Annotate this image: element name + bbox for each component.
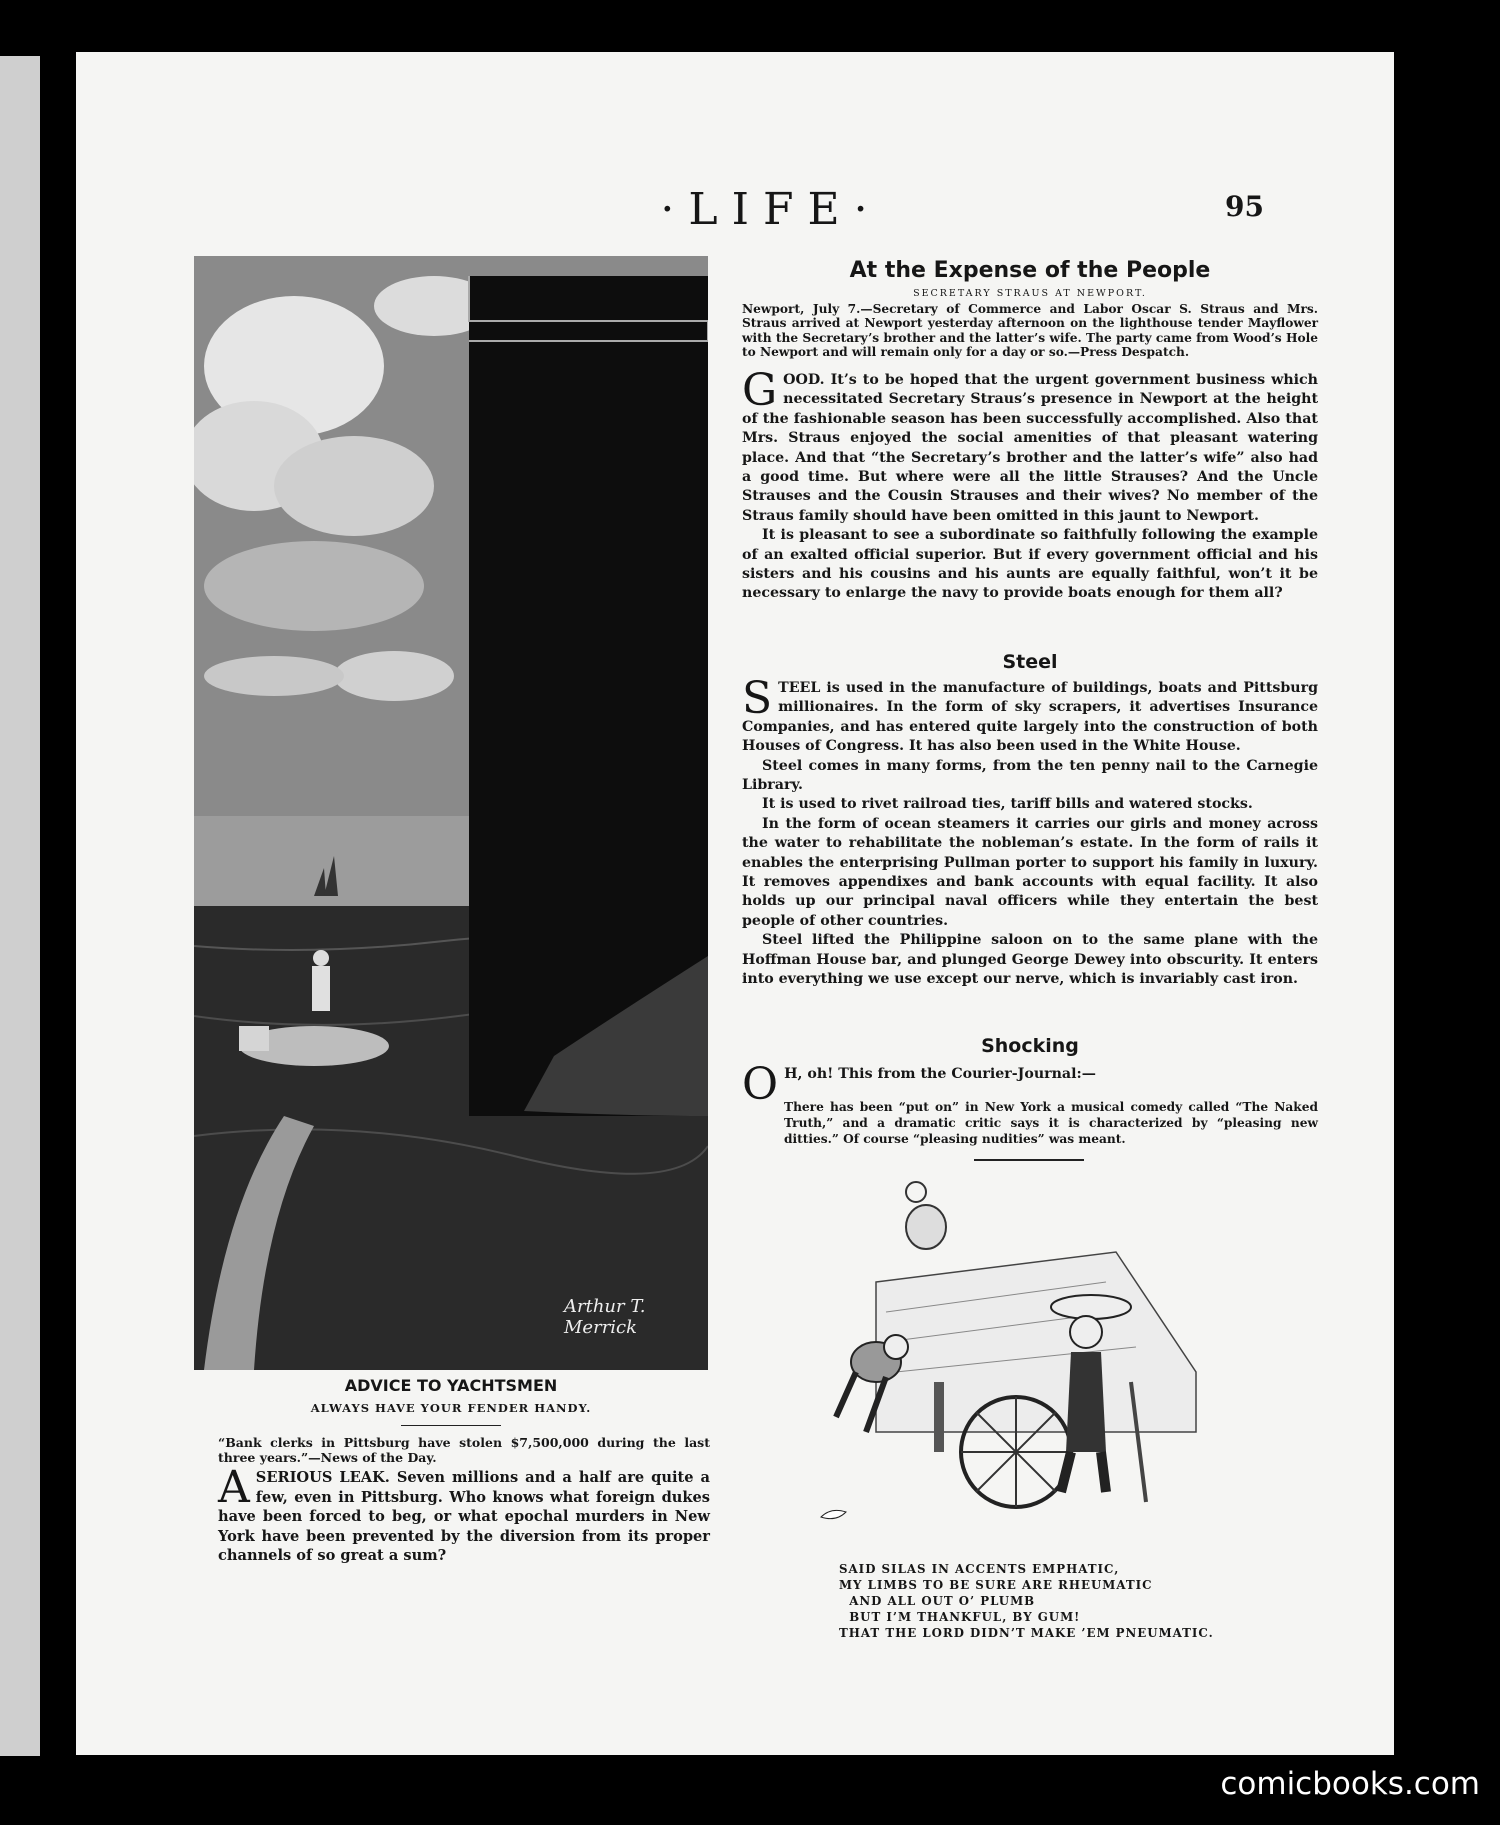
expense-paragraph: It is pleasant to see a subordinate so faithfully following the example of an exalted official superior. But if every government official and his sisters and his cousins and his aunts are equally faithful, won’t it be necessary to enlarge the navy to provide boats enough for them all? xyxy=(742,527,1318,602)
verse-line: MY LIMBS TO BE SURE ARE RHEUMATIC xyxy=(839,1578,1153,1592)
magazine-page xyxy=(76,52,1394,1755)
drop-cap: G xyxy=(742,365,778,416)
page-number: 95 xyxy=(1225,190,1264,223)
facing-page-sliver xyxy=(0,56,40,1756)
article-title-shocking: Shocking xyxy=(981,1035,1079,1057)
yacht-illustration xyxy=(194,256,708,1370)
shocking-intro xyxy=(742,1059,1318,1110)
steel-paragraph: It is used to rivet railroad ties, tariff bills and watered stocks. xyxy=(762,796,1253,813)
expense-paragraph-text: OOD. It’s to be hoped that the urgent government business which necessitated Secretary Straus’s presence in Newport at the height of the fashionable season has been successfully accomplished. Also that Mrs. Straus enjoyed the social amenities of that pleasant watering place. And that “the Secretary’s brother and the latter’s wife” also had a good time. But where were all the little Strauses? And the Uncle Strauses and the Cousin Strauses and their wives? No member of the Straus family should have been omitted in this jaunt to Newport. xyxy=(742,372,1318,524)
steel-paragraph: In the form of ocean steamers it carries our girls and money across the water to rehabilitate the nobleman’s estate. In the form of rails it enables the enterprising Pullman porter to support his family in luxury. It removes appendixes and bank accounts with equal facility. It also holds up our principal naval officers while they entertain the best people of other countries. xyxy=(742,815,1318,929)
verse-line: AND ALL OUT O’ PLUMB xyxy=(839,1594,1036,1608)
article-title-steel: Steel xyxy=(1002,651,1058,673)
verse-line: SAID SILAS IN ACCENTS EMPHATIC, xyxy=(839,1562,1120,1576)
drop-cap: A xyxy=(218,1462,250,1513)
steel-body xyxy=(742,673,1318,990)
expense-paragraph xyxy=(742,365,1318,526)
news-quote: “Bank clerks in Pittsburg have stolen $7,500,000 during the last three years.”—News of the Day. xyxy=(218,1435,710,1465)
artist-signature: Arthur T. Merrick xyxy=(564,1296,646,1338)
verse-line: THAT THE LORD DIDN’T MAKE ’EM PNEUMATIC. xyxy=(839,1626,1214,1640)
shocking-intro-text: H, oh! This from the Courier-Journal:— xyxy=(784,1066,1096,1082)
drop-cap: S xyxy=(742,673,773,724)
shocking-quote: There has been “put on” in New York a musical comedy called “The Naked Truth,” and a dramatic critic says it is characterized by “pleasing new ditties.” Of course “pleasing nudities” was meant. xyxy=(784,1100,1318,1146)
rheumatic-cartoon xyxy=(816,1172,1236,1542)
steel-paragraph-text: TEEL is used in the manufacture of buildings, boats and Pittsburg millionaires. In the form of sky scrapers, it advertises Insurance Companies, and has entered quite largely into the construction of both Houses of Congress. It has also been used in the White House. xyxy=(742,680,1318,755)
press-dispatch: Newport, July 7.—Secretary of Commerce and Labor Oscar S. Straus and Mrs. Straus arrived at Newport yesterday afternoon on the lighthouse tender Mayflower with the Secretary’s brother and the latter’s wife. The party came from Wood’s Hole to Newport and will remain only for a day or so.—Press Despatch. xyxy=(742,302,1318,359)
caption-divider xyxy=(401,1425,501,1426)
masthead: ·LIFE· xyxy=(660,184,882,235)
article-title-expense: At the Expense of the People xyxy=(849,258,1211,283)
caption-subtitle: ALWAYS HAVE YOUR FENDER HANDY. xyxy=(310,1401,592,1415)
steel-paragraph xyxy=(742,673,1318,757)
cartoon-verse xyxy=(839,1561,1259,1641)
watermark: comicbooks.com xyxy=(1220,1766,1480,1802)
steel-paragraph: Steel lifted the Philippine saloon on to the same plane with the Hoffman House bar, and plunged George Dewey into obscurity. It enters into everything we use except our nerve, which is invariably cast iron. xyxy=(742,932,1318,988)
drop-cap: O xyxy=(742,1059,779,1110)
expense-body xyxy=(742,365,1318,604)
rheumatic-cartoon-art xyxy=(816,1172,1236,1542)
serious-leak-paragraph xyxy=(218,1462,710,1566)
yacht-illustration-art xyxy=(194,256,708,1370)
steel-paragraph: Steel comes in many forms, from the ten penny nail to the Carnegie Library. xyxy=(742,757,1318,794)
verse-line: BUT I’M THANKFUL, BY GUM! xyxy=(839,1610,1081,1624)
caption-title: ADVICE TO YACHTSMEN xyxy=(344,1376,558,1395)
serious-leak-text: SERIOUS LEAK. Seven millions and a half are quite a few, even in Pittsburg. Who knows what foreign dukes have been forced to beg, or what epochal murders in New York have been prevented by the diversion from its proper channels of so great a sum? xyxy=(218,1469,710,1564)
article-subtitle-expense: SECRETARY STRAUS AT NEWPORT. xyxy=(913,288,1147,299)
section-divider xyxy=(974,1159,1084,1161)
